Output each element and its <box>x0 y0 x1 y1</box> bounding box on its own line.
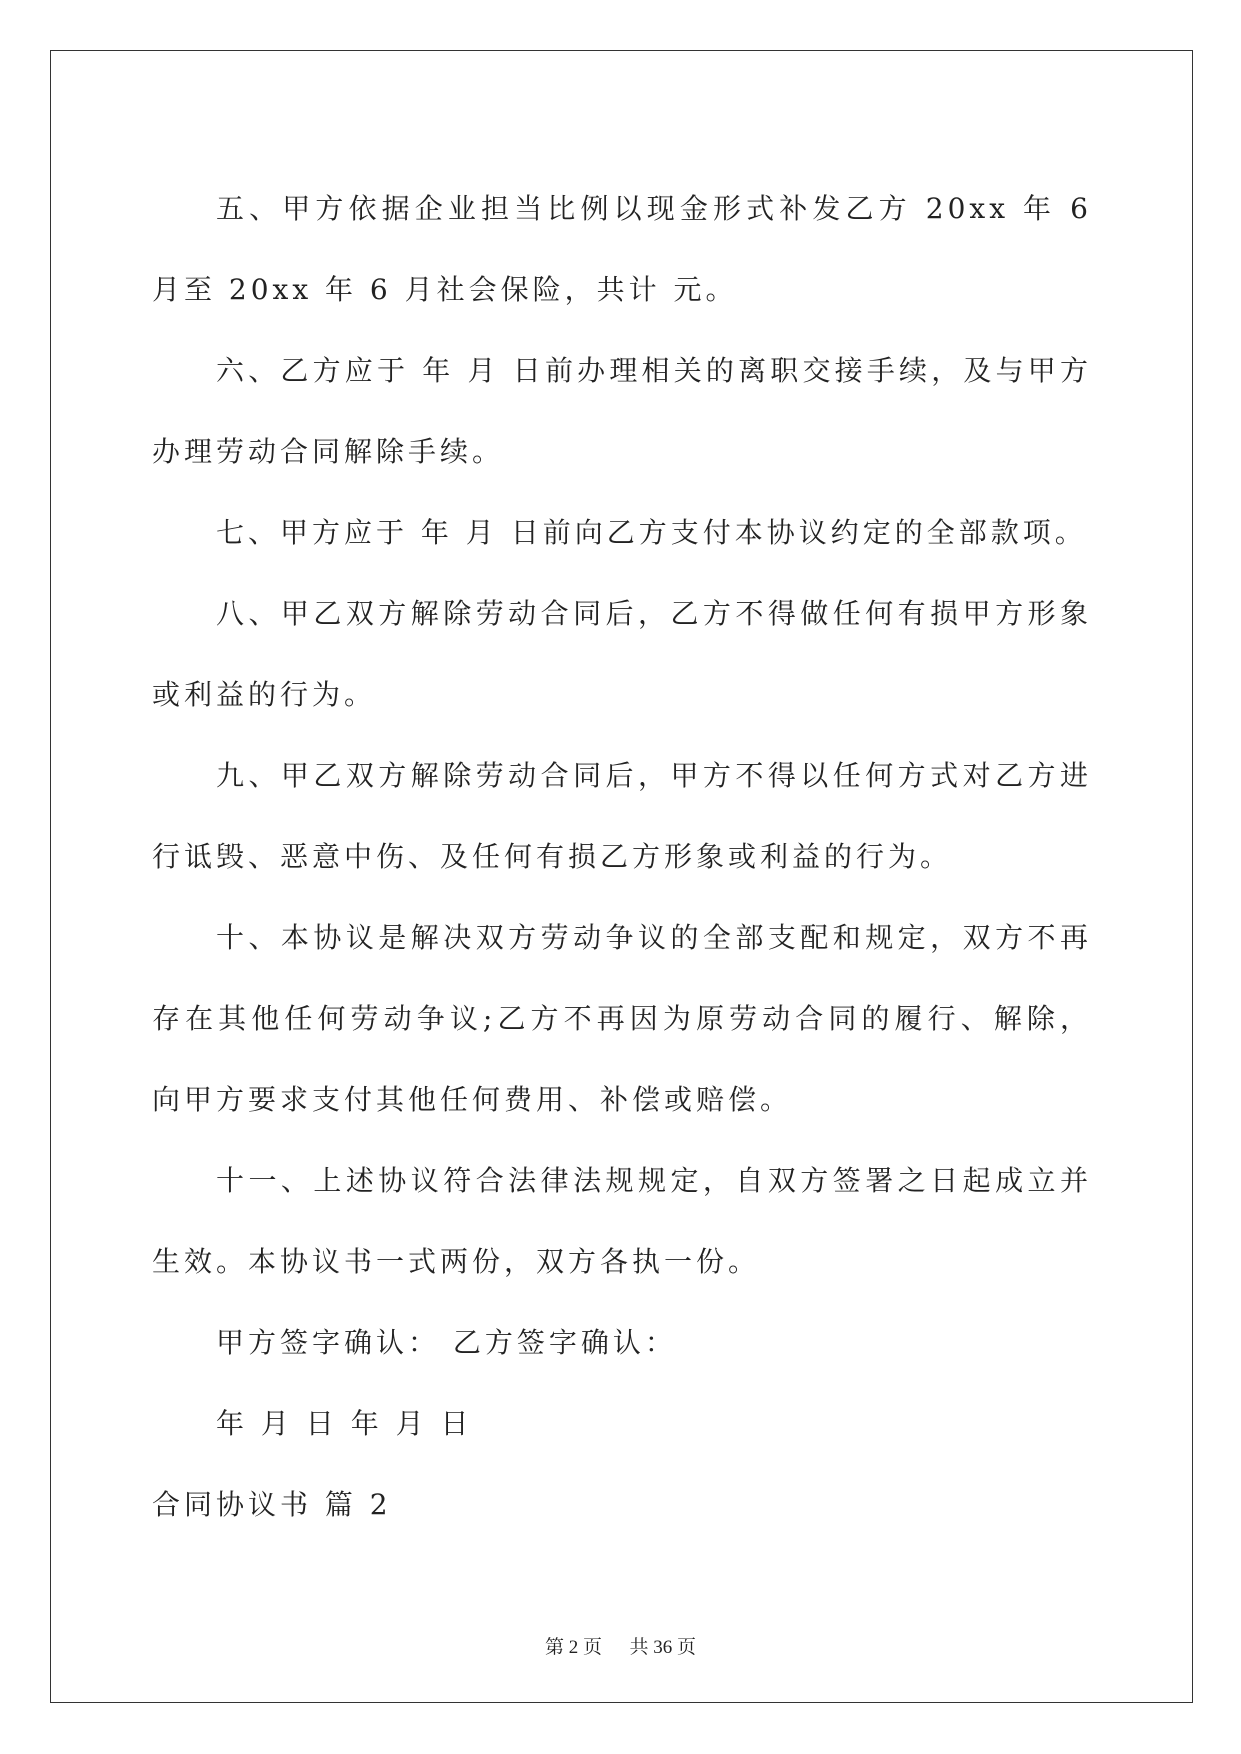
page-footer <box>0 1632 1241 1659</box>
clause-7-paragraph: 七、甲方应于 年 月 日前向乙方支付本协议约定的全部款项。 <box>216 516 1087 549</box>
clause-6-paragraph: 六、乙方应于 年 月 日前办理相关的离职交接手续，及与甲方办理劳动合同解除手续。 <box>152 354 1092 468</box>
clause-8-paragraph: 八、甲乙双方解除劳动合同后，乙方不得做任何有损甲方形象或利益的行为。 <box>152 597 1092 711</box>
clause-10-paragraph: 十、本协议是解决双方劳动争议的全部支配和规定，双方不再存在其他任何劳动争议;乙方不再因为原劳动合同的履行、解除，向甲方要求支付其他任何费用、补偿或赔偿。 <box>152 921 1092 1116</box>
clause-9-paragraph: 九、甲乙双方解除劳动合同后，甲方不得以任何方式对乙方进行诋毁、恶意中伤、及任何有损乙方形象或利益的行为。 <box>152 759 1092 873</box>
clause-5-paragraph: 五、甲方依据企业担当比例以现金形式补发乙方 20xx 年 6 月至 20xx 年 6 月社会保险，共计 元。 <box>152 192 1092 306</box>
page-total: 共 36 页 <box>629 1637 697 1658</box>
clause-11-paragraph: 十一、上述协议符合法律法规规定，自双方签署之日起成立并生效。本协议书一式两份，双方各执一份。 <box>152 1164 1092 1278</box>
date-line: 年 月 日 年 月 日 <box>216 1407 473 1440</box>
document-body <box>152 168 1092 1545</box>
signature-line: 甲方签字确认： 乙方签字确认： <box>216 1326 677 1359</box>
section-heading: 合同协议书 篇 2 <box>152 1488 392 1521</box>
page-number: 第 2 页 <box>544 1637 602 1658</box>
